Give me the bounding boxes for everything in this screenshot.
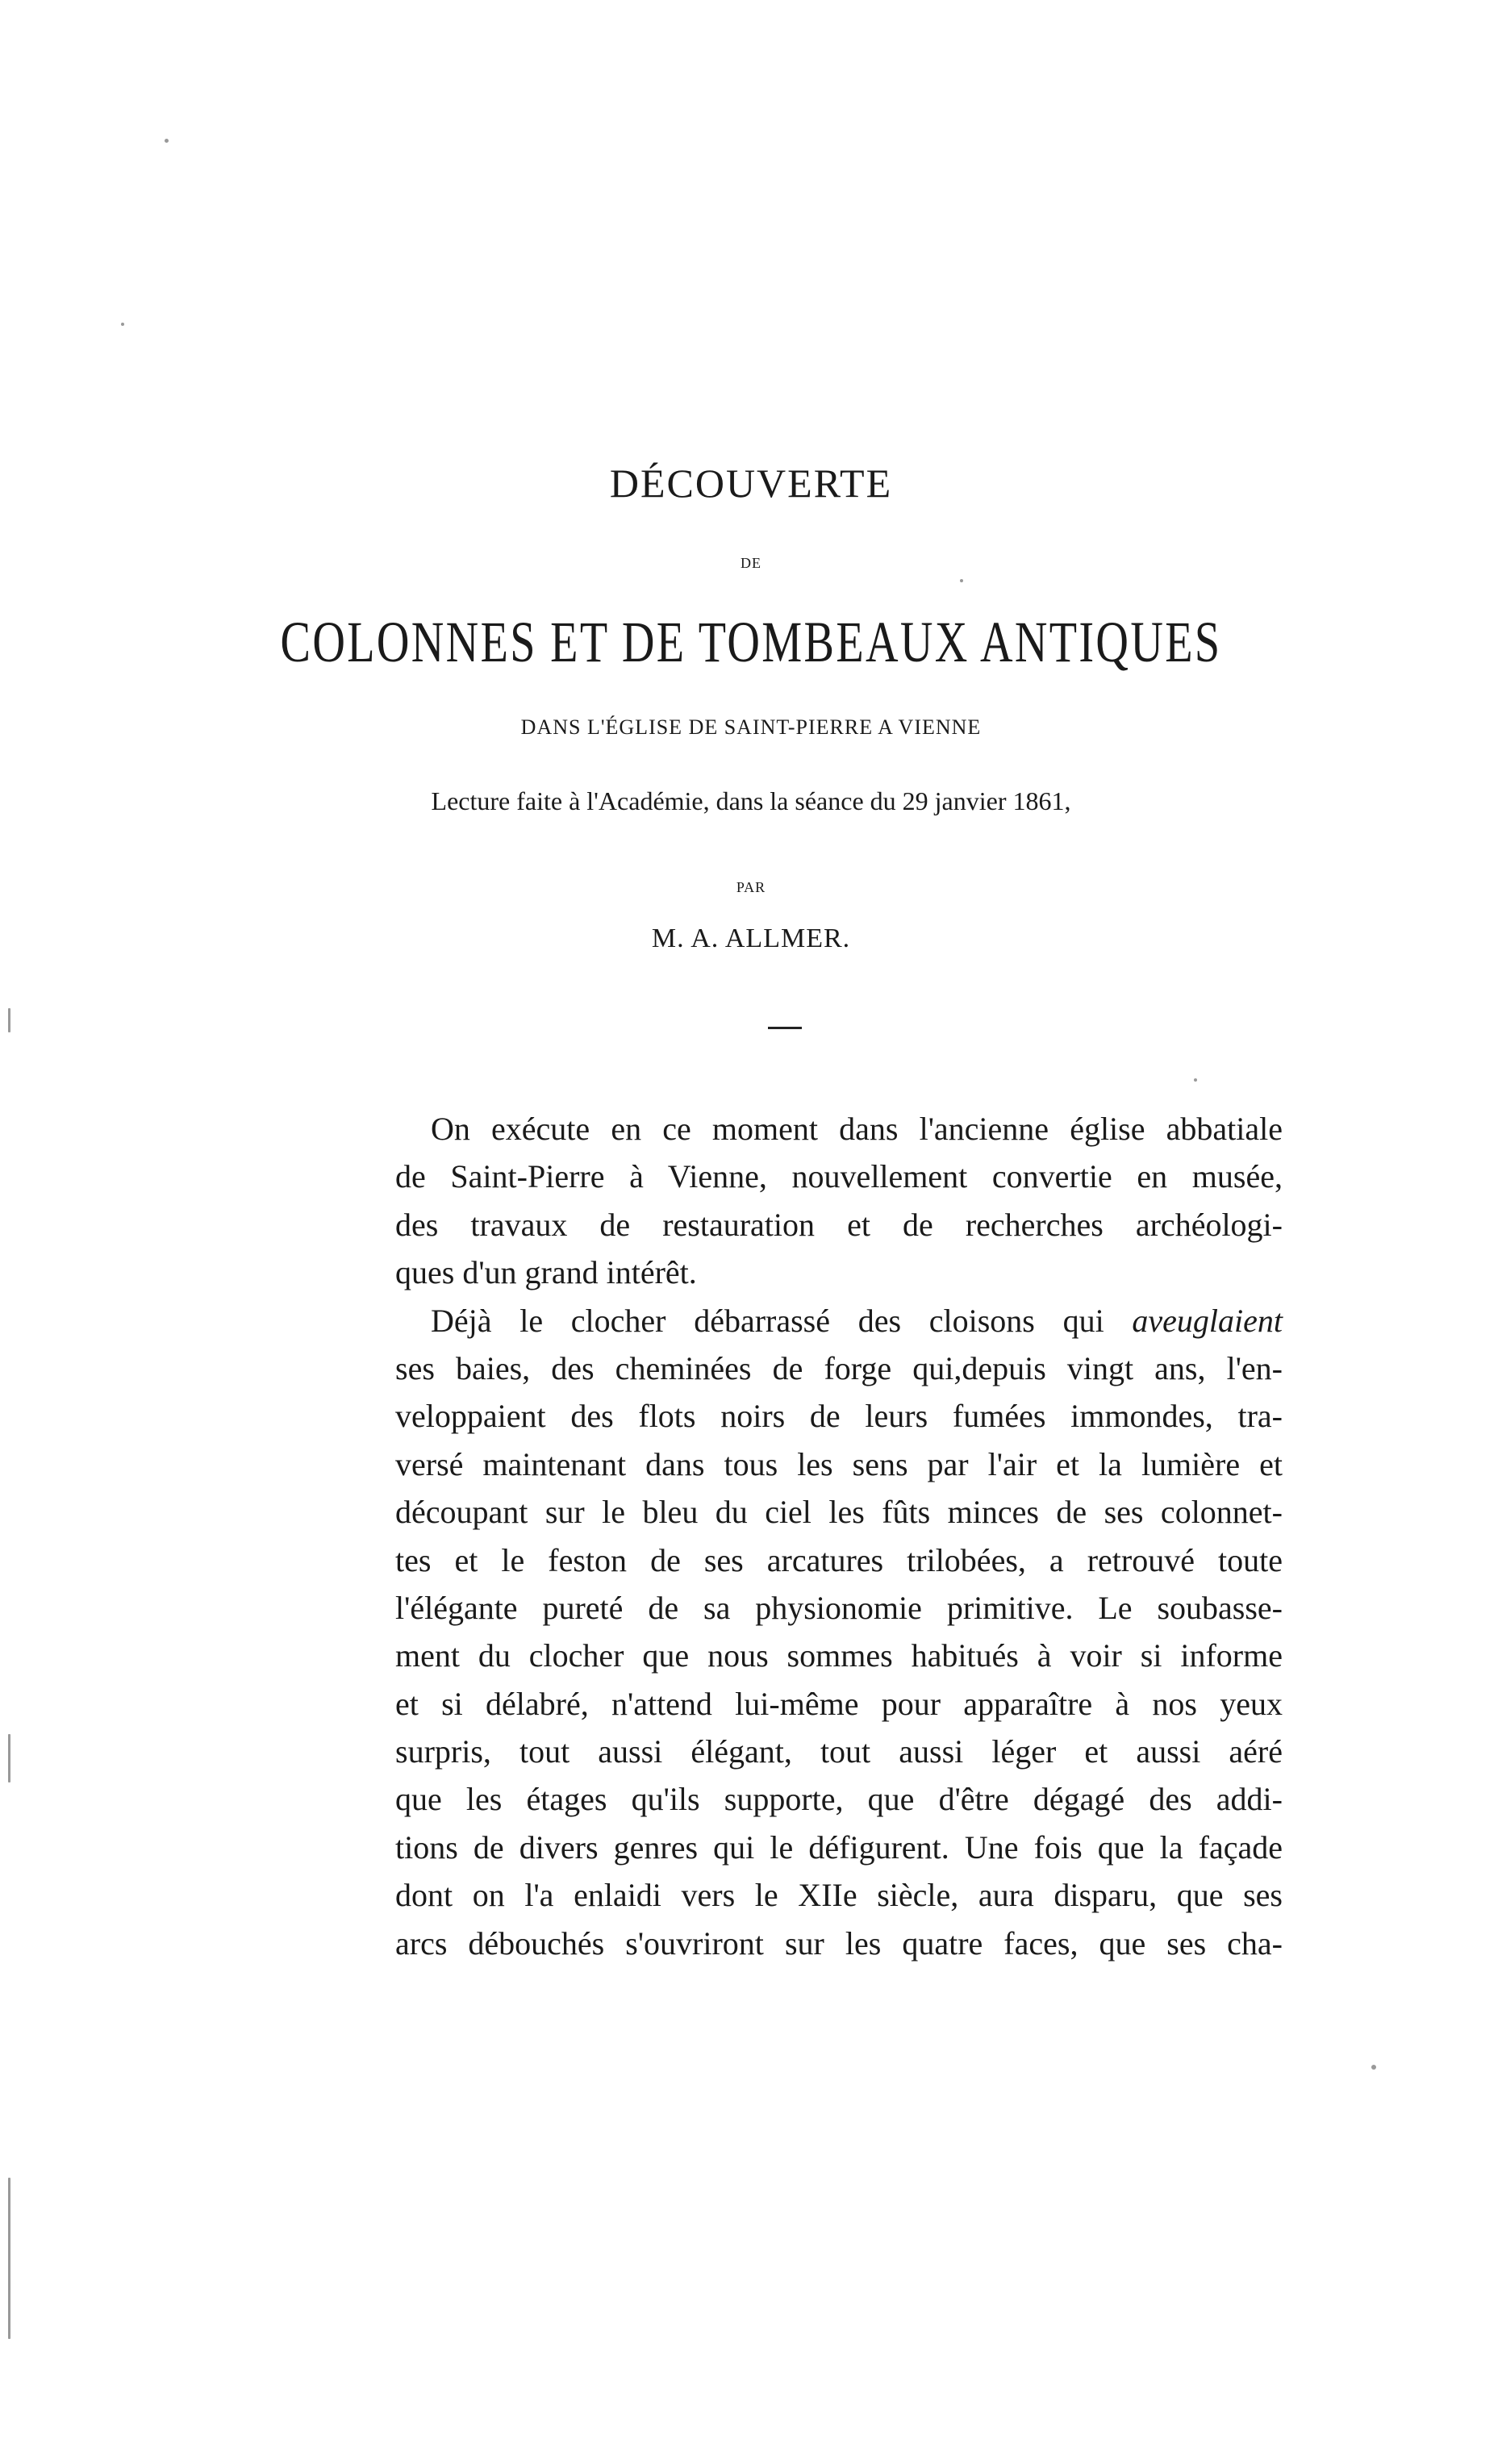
body-line: que les étages qu'ils supporte, que d'être dégagé des addi- (395, 1781, 1283, 1818)
body-line: et si délabré, n'attend lui-même pour apparaître à nos yeux (395, 1685, 1283, 1722)
body-line: versé maintenant dans tous les sens par l'air et la lumière et (395, 1445, 1283, 1482)
body-text (395, 1105, 1283, 1967)
body-line: veloppaient des flots noirs de leurs fumées immondes, tra- (395, 1398, 1283, 1435)
body-line: arcs débouchés s'ouvriront sur les quatre faces, que ses cha- (395, 1924, 1283, 1962)
body-line: On exécute en ce moment dans l'ancienne église abbatiale (431, 1111, 1283, 1147)
body-line: des travaux de restauration et de recherches archéologi- (395, 1206, 1283, 1243)
scan-speck (121, 323, 124, 326)
heading-de: DE (741, 555, 761, 571)
body-line: ses baies, des cheminées de forge qui,depuis vingt ans, l'en- (395, 1349, 1283, 1386)
separator-rule (768, 1027, 802, 1029)
body-line: découpant sur le bleu du ciel les fûts minces de ses colonnet- (395, 1494, 1283, 1531)
scan-speck (1371, 2065, 1376, 2070)
italic-word: aveuglaient (1132, 1302, 1283, 1339)
body-line: de Saint-Pierre à Vienne, nouvellement convertie en musée, (395, 1158, 1283, 1195)
body-line: l'élégante pureté de sa physionomie primitive. Le soubasse- (395, 1589, 1283, 1626)
author-name: M. A. ALLMER. (651, 923, 851, 953)
body-line: tions de divers genres qui le défigurent. Une fois que la façade (395, 1828, 1283, 1866)
body-line: dont on l'a enlaidi vers le XIIe siècle, aura disparu, que ses (395, 1877, 1283, 1914)
subtitle: DANS L'ÉGLISE DE SAINT-PIERRE A VIENNE (520, 715, 982, 739)
par-label: PAR (736, 879, 766, 895)
body-line: tes et le feston de ses arcatures trilobées, a retrouvé toute (395, 1541, 1283, 1578)
scan-speck (8, 2178, 10, 2339)
scan-speck (960, 579, 963, 582)
body-line: ques d'un grand intérêt. (395, 1254, 697, 1291)
body-line: surpris, tout aussi élégant, tout aussi léger et aussi aéré (395, 1733, 1283, 1770)
body-line (395, 1297, 1283, 1345)
body-line: ment du clocher que nous sommes habitués à voir si informe (395, 1637, 1283, 1674)
scan-speck (8, 1008, 10, 1032)
body-line-text: Déjà le clocher débarrassé des cloisons qui (431, 1302, 1133, 1339)
scan-speck (165, 139, 169, 143)
lecture-note: Lecture faite à l'Académie, dans la séance du 29 janvier 1861, (431, 786, 1071, 815)
scan-speck (8, 1734, 10, 1782)
heading-decouverte: DÉCOUVERTE (609, 461, 893, 506)
main-title: COLONNES ET DE TOMBEAUX ANTIQUES (280, 610, 1222, 674)
scan-speck (1194, 1078, 1197, 1082)
